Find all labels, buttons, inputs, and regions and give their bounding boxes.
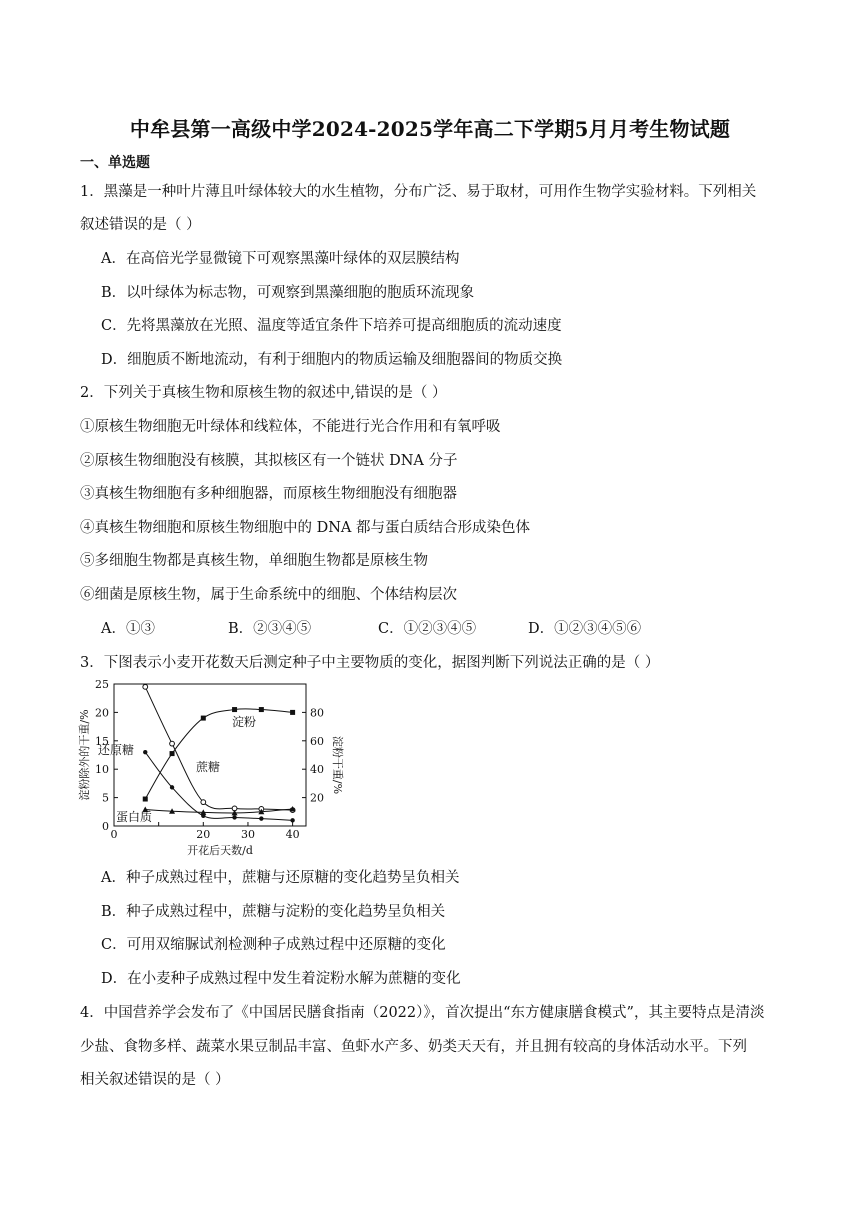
series-label: 淀粉: [232, 715, 257, 729]
data-point-filled-circle: [259, 816, 263, 820]
q3-option-b: B．种子成熟过程中，蔗糖与淀粉的变化趋势呈负相关: [101, 904, 446, 920]
x-tick-label: 20: [196, 828, 211, 841]
data-point-square: [290, 710, 295, 715]
data-point-square: [170, 751, 175, 756]
y-left-tick-label: 10: [95, 763, 109, 777]
y-left-tick-label: 0: [102, 820, 109, 833]
series-line-蔗糖: [145, 687, 292, 810]
data-point-open-circle: [201, 800, 206, 805]
q2-item-1: ①原核生物细胞无叶绿体和线粒体，不能进行光合作用和有氧呼吸: [80, 419, 501, 435]
series-line-淀粉: [145, 709, 292, 799]
data-point-square: [201, 716, 206, 721]
data-point-open-circle: [170, 741, 175, 746]
q1-option-c: C．先将黑藻放在光照、温度等适宜条件下培养可提高细胞质的流动速度: [101, 318, 562, 334]
q1-stem-line1: 1．黑藻是一种叶片薄且叶绿体较大的水生植物，分布广泛、易于取材，可用作生物学实验材料。下列相关: [80, 184, 757, 200]
q2-options: [0, 617, 860, 639]
q2-option-a: A．①③: [101, 621, 155, 637]
q3-option-a: A．种子成熟过程中，蔗糖与还原糖的变化趋势呈负相关: [101, 870, 460, 886]
x-axis-label: 开花后天数/d: [187, 844, 253, 857]
q1-option-d: D．细胞质不断地流动，有利于细胞内的物质运输及细胞器间的物质交换: [101, 352, 563, 368]
q1-option-a: A．在高倍光学显微镜下可观察黑藻叶绿体的双层膜结构: [101, 251, 460, 267]
q2-item-6: ⑥细菌是原核生物，属于生命系统中的细胞、个体结构层次: [80, 587, 457, 603]
y-right-axis-label: 淀粉干重/%: [331, 735, 344, 795]
x-tick-label: 0: [110, 828, 118, 841]
plot-frame: [114, 684, 306, 826]
q2-option-d: D．①②③④⑤⑥: [528, 621, 642, 637]
series-label: 蛋白质: [116, 810, 153, 824]
data-point-open-circle: [143, 684, 148, 689]
q2-option-c: C．①②③④⑤: [378, 621, 477, 637]
q4-stem-line2: 少盐、食物多样、蔬菜水果豆制品丰富、鱼虾水产多、奶类天天有，并且拥有较高的身体活动水平。下列: [80, 1039, 747, 1055]
q1-stem-line2: 叙述错误的是（ ）: [80, 217, 201, 233]
y-right-tick-label: 80: [310, 706, 324, 720]
q3-option-c: C．可用双缩脲试剂检测种子成熟过程中还原糖的变化: [101, 937, 446, 953]
y-left-tick-label: 25: [95, 678, 109, 691]
y-right-tick-label: 60: [310, 734, 324, 748]
q2-stem: 2．下列关于真核生物和原核生物的叙述中,错误的是（ ）: [80, 385, 447, 401]
y-left-tick-label: 20: [95, 706, 109, 720]
q2-item-3: ③真核生物细胞有多种细胞器，而原核生物细胞没有细胞器: [80, 486, 457, 502]
x-tick-label: 40: [285, 828, 300, 841]
y-right-tick-label: 20: [310, 791, 324, 805]
section-heading: 一、单选题: [80, 155, 150, 171]
q4-stem-line1: 4．中国营养学会发布了《中国居民膳食指南（2022）》，首次提出“东方健康膳食模式”，其主要特点是清淡: [80, 1005, 765, 1021]
y-left-axis-label: 淀粉除外的干重/%: [78, 709, 91, 801]
q2-item-4: ④真核生物细胞和原核生物细胞中的 DNA 都与蛋白质结合形成染色体: [80, 520, 531, 536]
q2-option-b: B．②③④⑤: [228, 621, 312, 637]
y-left-tick-label: 5: [102, 791, 109, 805]
series-label: 还原糖: [98, 743, 135, 757]
data-point-filled-circle: [170, 785, 174, 789]
data-point-filled-circle: [232, 815, 236, 819]
q3-stem: 3．下图表示小麦开花数天后测定种子中主要物质的变化，据图判断下列说法正确的是（ ）: [80, 655, 660, 671]
data-point-square: [259, 707, 264, 712]
page-title: 中牟县第一高级中学2024-2025学年高二下学期5月月考生物试题: [129, 117, 731, 141]
y-left-tick-label: 15: [95, 734, 109, 748]
x-tick-label: 30: [240, 828, 255, 841]
y-right-tick-label: 40: [310, 763, 324, 777]
q1-option-b: B．以叶绿体为标志物，可观察到黑藻细胞的胞质环流现象: [101, 285, 475, 301]
q2-item-2: ②原核生物细胞没有核膜，其拟核区有一个链状 DNA 分子: [80, 453, 458, 469]
data-point-filled-circle: [143, 750, 147, 754]
data-point-filled-circle: [290, 818, 294, 822]
series-label: 蔗糖: [196, 760, 221, 774]
wheat-seed-chart: [74, 676, 344, 861]
data-point-square: [232, 707, 237, 712]
data-point-square: [143, 797, 148, 802]
q3-option-d: D．在小麦种子成熟过程中发生着淀粉水解为蔗糖的变化: [101, 971, 461, 987]
q4-stem-line3: 相关叙述错误的是（ ）: [80, 1072, 230, 1088]
q2-item-5: ⑤多细胞生物都是真核生物，单细胞生物都是原核生物: [80, 553, 428, 569]
